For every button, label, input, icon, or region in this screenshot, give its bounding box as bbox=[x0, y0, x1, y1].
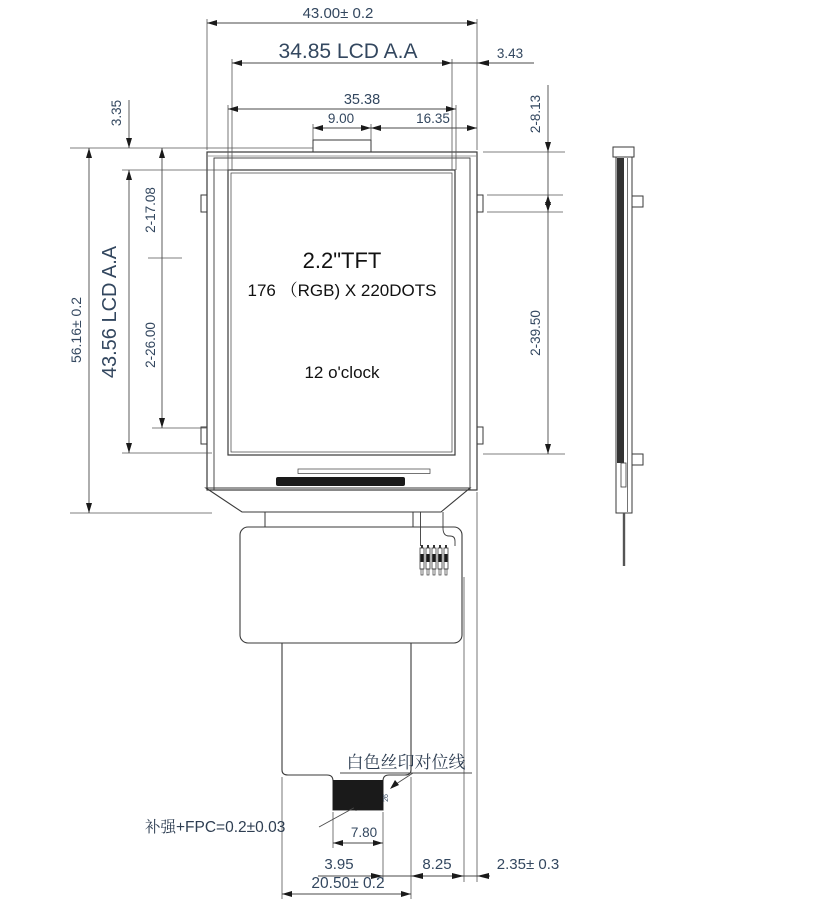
fpc-wide-section bbox=[240, 527, 462, 643]
dim-connector-to-edge: 2.35± 0.3 bbox=[496, 856, 560, 873]
glass-edge-line bbox=[298, 469, 430, 474]
screen-title: 2.2"TFT bbox=[302, 248, 382, 273]
side-tab-bottom bbox=[632, 454, 643, 465]
dim-side-tab-top: 2-8.13 bbox=[528, 94, 543, 134]
top-tab bbox=[313, 140, 371, 152]
side-lower-box bbox=[621, 463, 626, 487]
dim-overall-width: 43.00± 0.2 bbox=[302, 5, 374, 22]
dim-side-tab-bottom: 2-39.50 bbox=[528, 310, 543, 356]
bottom-dimensions bbox=[145, 492, 559, 899]
silkscreen-note: 白色丝印对位线 bbox=[346, 753, 466, 772]
left-dimensions bbox=[68, 100, 313, 513]
screen-resolution: 176 （RGB) X 220DOTS bbox=[247, 281, 437, 300]
dim-top-margin: 3.35 bbox=[109, 99, 124, 127]
dim-window-width: 35.38 bbox=[343, 92, 381, 108]
mount-bump-left-top bbox=[201, 195, 207, 212]
dim-fpc-to-connector: 8.25 bbox=[422, 856, 452, 873]
bezel-hatch bbox=[214, 158, 470, 490]
side-view bbox=[613, 147, 643, 566]
stiffener-note: 补强+FPC=0.2±0.03 bbox=[145, 819, 286, 836]
connector-footprint bbox=[420, 545, 448, 575]
front-view bbox=[201, 140, 483, 512]
bottom-ledge bbox=[206, 488, 470, 512]
dim-tab-width: 9.00 bbox=[327, 111, 355, 126]
side-tab-top bbox=[632, 196, 643, 207]
dim-edge-offset: 3.43 bbox=[496, 46, 524, 61]
dim-fpc-width: 20.50± 0.2 bbox=[311, 875, 385, 892]
side-top-cap bbox=[613, 147, 634, 157]
dim-chain-lower: 2-26.00 bbox=[143, 322, 158, 368]
right-dimensions bbox=[483, 85, 565, 454]
dim-aa-width: 34.85 LCD A.A bbox=[278, 40, 418, 63]
dim-chain-upper: 2-17.08 bbox=[143, 187, 158, 233]
dim-stiffener-offset: 3.95 bbox=[324, 856, 354, 873]
driver-ic-bar bbox=[276, 477, 405, 486]
stiffener-tiny-mark: 26 bbox=[383, 794, 390, 802]
mount-bump-right-bottom bbox=[477, 427, 483, 444]
dim-aa-height: 43.56 LCD A.A bbox=[99, 245, 121, 379]
mount-bump-right-top bbox=[477, 195, 483, 212]
side-glass-stack bbox=[617, 158, 624, 463]
viewing-direction: 12 o'clock bbox=[304, 363, 380, 382]
mount-bump-left-bottom bbox=[201, 427, 207, 444]
dim-tab-to-edge: 16.35 bbox=[416, 111, 450, 126]
dim-stiffener-width: 7.80 bbox=[350, 825, 378, 840]
active-area-border bbox=[231, 173, 452, 452]
dim-overall-height: 56.16± 0.2 bbox=[68, 296, 84, 364]
display-window bbox=[228, 170, 455, 455]
metal-frame bbox=[207, 152, 477, 490]
